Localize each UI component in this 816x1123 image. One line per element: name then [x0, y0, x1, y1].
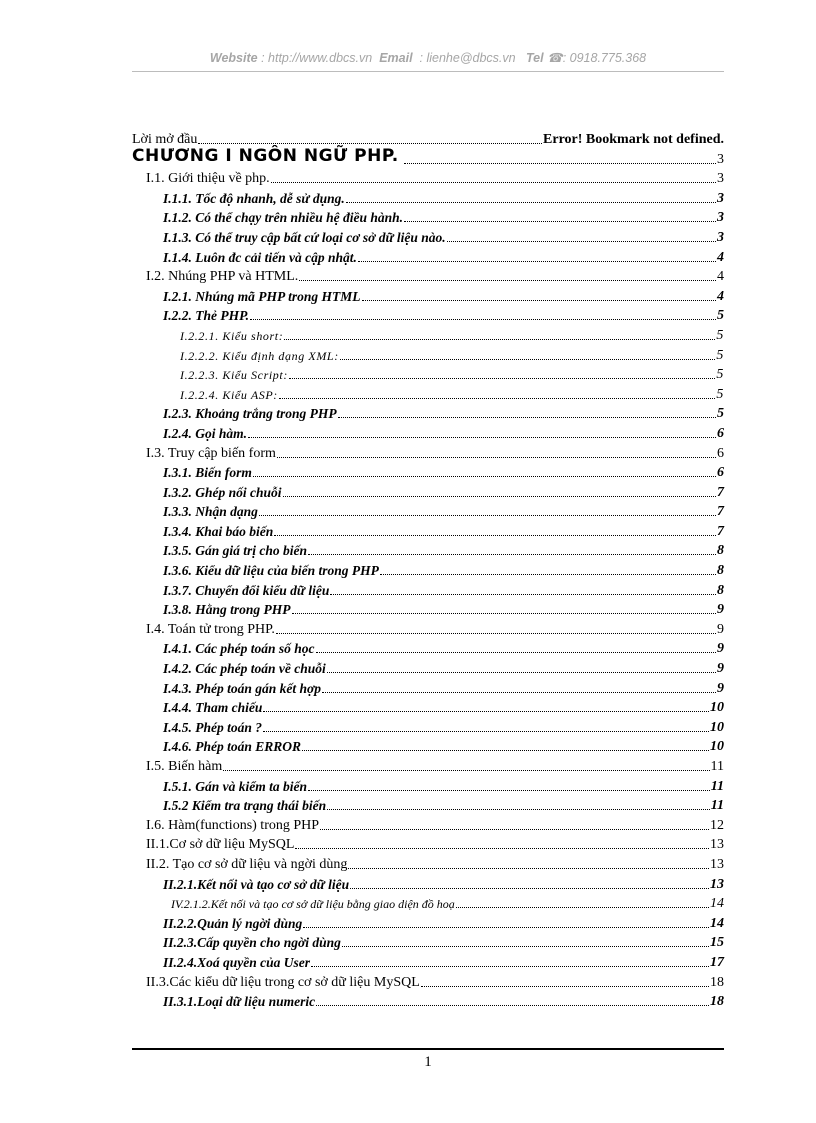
toc-page: 14 [710, 896, 724, 912]
toc-title: II.3.1.Loại dữ liệu numeric [163, 994, 316, 1010]
toc-page: 4 [717, 288, 724, 304]
website-value: : http://www.dbcs.vn [261, 51, 373, 65]
toc-title: I.3. Truy cập biến form [146, 445, 276, 461]
toc-page: 3 [717, 190, 724, 206]
toc-page: 6 [717, 445, 724, 461]
tel-label: Tel [526, 51, 544, 65]
dot-leader [295, 848, 709, 849]
toc-page: 7 [717, 523, 724, 539]
toc-row[interactable] [132, 618, 724, 638]
dot-leader [302, 750, 709, 751]
email-label: Email [379, 51, 413, 65]
toc-page: 7 [717, 504, 724, 520]
toc-row[interactable] [132, 677, 724, 697]
toc-page: 5 [717, 308, 724, 324]
dot-leader [327, 809, 710, 810]
toc-title: Lời mở đầu [132, 131, 198, 147]
toc-title: I.2.1. Nhúng mã PHP trong HTML [163, 288, 361, 304]
toc-title: I.2.2.1. Kiểu short: [180, 328, 284, 343]
toc-title: I.2. Nhúng PHP và HTML. [146, 269, 299, 285]
page-header [132, 50, 724, 65]
toc-row[interactable] [132, 364, 724, 384]
footer-divider [132, 1048, 724, 1050]
toc-page: 4 [717, 269, 724, 285]
toc-row[interactable] [132, 893, 724, 913]
dot-leader [421, 986, 709, 987]
toc-title: IV.2.1.2.Kết nối và tạo cơ sở dữ liệu bằng giao diện đồ hoạ [171, 897, 455, 912]
toc-title: I.4.4. Tham chiếu [163, 700, 263, 716]
toc-row[interactable] [132, 814, 724, 834]
toc-row[interactable] [132, 932, 724, 952]
toc-page: 18 [710, 974, 724, 990]
toc-row[interactable] [132, 501, 724, 521]
dot-leader [223, 770, 709, 771]
dot-leader [259, 515, 716, 516]
toc-title: I.1. Giới thiệu về php. [146, 171, 270, 187]
dot-leader [340, 359, 716, 360]
dot-leader [279, 398, 715, 399]
dot-leader [263, 711, 709, 712]
toc-title: I.3.5. Gán giá trị cho biến [163, 543, 308, 559]
toc-page: 9 [717, 641, 724, 657]
dot-leader [348, 868, 709, 869]
toc-row[interactable] [132, 638, 724, 658]
toc-page: 6 [717, 465, 724, 481]
toc-title: I.5. Biến hàm [146, 759, 223, 774]
toc-row[interactable] [132, 246, 724, 266]
toc-row-chapter[interactable] [132, 145, 724, 168]
toc-row[interactable] [132, 853, 724, 873]
dot-leader [198, 143, 542, 144]
dot-leader [350, 888, 709, 889]
toc-title: I.6. Hàm(functions) trong PHP [146, 817, 320, 833]
toc-row[interactable] [132, 971, 724, 991]
toc-title: I.1.3. Có thể truy cập bất cứ loại cơ sở dữ liệu nào. [163, 229, 446, 245]
toc-title: I.5.1. Gán và kiểm ta biến [163, 778, 307, 794]
toc-row[interactable] [132, 266, 724, 286]
toc-row[interactable] [132, 736, 724, 756]
toc-page: 3 [717, 171, 724, 187]
toc-page: 5 [716, 367, 724, 383]
toc-title: I.4.5. Phép toán ? [163, 719, 263, 735]
toc-row[interactable] [132, 755, 724, 775]
page-number: 1 [424, 1054, 432, 1070]
toc-title: I.5.2 Kiểm tra trạng thái biến [163, 798, 327, 814]
toc-row[interactable] [132, 873, 724, 893]
dot-leader [362, 300, 716, 301]
toc-title: II.2.4.Xoá quyền của User [163, 954, 311, 970]
dot-leader [274, 535, 716, 536]
table-of-contents [132, 128, 724, 1010]
dot-leader [303, 927, 709, 928]
toc-page: 4 [717, 249, 724, 265]
dot-leader [322, 692, 716, 693]
toc-row[interactable] [132, 422, 724, 442]
chapter-title: CHƯƠNG I NGÔN NGỮ PHP. [132, 145, 399, 166]
toc-page: 11 [710, 778, 724, 794]
toc-row[interactable] [132, 481, 724, 501]
toc-row[interactable] [132, 540, 724, 560]
toc-row[interactable] [132, 599, 724, 619]
toc-page: 13 [710, 856, 724, 872]
toc-row[interactable] [132, 383, 724, 403]
toc-page: 8 [717, 543, 724, 559]
dot-leader [338, 417, 716, 418]
toc-row[interactable] [132, 187, 724, 207]
dot-leader [327, 672, 716, 673]
toc-page: 18 [710, 994, 724, 1010]
toc-row[interactable] [132, 991, 724, 1011]
toc-page: 5 [716, 327, 724, 343]
dot-leader [320, 829, 709, 830]
toc-page: 5 [716, 347, 724, 363]
toc-page: 12 [710, 817, 724, 833]
toc-page: Error! Bookmark not defined. [543, 131, 724, 147]
email-value: : lienhe@dbcs.vn [419, 51, 516, 65]
toc-row[interactable] [132, 168, 724, 188]
toc-title: I.3.1. Biến form [163, 465, 252, 481]
toc-page: 15 [710, 935, 724, 951]
toc-title: I.3.7. Chuyển đổi kiểu dữ liệu [163, 582, 330, 598]
toc-title: I.2.2. Thẻ PHP. [163, 308, 250, 324]
dot-leader [289, 378, 715, 379]
toc-title: I.1.4. Luôn đc cải tiến và cập nhật. [163, 249, 357, 265]
toc-title: I.3.8. Hằng trong PHP [163, 602, 291, 618]
toc-row[interactable] [132, 520, 724, 540]
toc-page: 9 [717, 602, 724, 618]
dot-leader [308, 790, 710, 791]
toc-row[interactable] [132, 834, 724, 854]
toc-title: II.2.2.Quản lý ngời dùng [163, 915, 303, 931]
toc-page: 3 [717, 229, 724, 245]
toc-row[interactable] [132, 207, 724, 227]
toc-page: 8 [717, 582, 724, 598]
toc-row[interactable] [132, 344, 724, 364]
toc-row[interactable] [132, 559, 724, 579]
toc-title: II.2.3.Cấp quyền cho ngời dùng [163, 935, 341, 951]
toc-title: I.2.2.3. Kiểu Script: [180, 368, 288, 383]
dot-leader [358, 261, 716, 262]
toc-row[interactable] [132, 285, 724, 305]
toc-title: I.3.6. Kiểu dữ liệu của biến trong PHP [163, 563, 379, 579]
dot-leader [346, 202, 716, 203]
dot-leader [330, 594, 716, 595]
toc-page: 14 [710, 915, 724, 931]
toc-page: 3 [717, 210, 724, 226]
toc-title: I.3.4. Khai báo biến [163, 523, 274, 539]
toc-title: I.1.2. Có thể chạy trên nhiều hệ điều hành. [163, 210, 404, 226]
toc-title: I.2.2.2. Kiểu định dạng XML: [180, 348, 339, 363]
dot-leader [250, 319, 716, 320]
toc-page: 5 [716, 386, 724, 402]
toc-row[interactable] [132, 951, 724, 971]
dot-leader [447, 241, 716, 242]
toc-page: 8 [717, 563, 724, 579]
toc-page: 9 [717, 680, 724, 696]
toc-title: II.3.Các kiểu dữ liệu trong cơ sở dữ liệu MySQL [146, 974, 420, 990]
dot-leader [380, 574, 716, 575]
tel-value: : 0918.775.368 [562, 51, 647, 65]
dot-leader [311, 966, 709, 967]
toc-title: I.4.3. Phép toán gán kết hợp [163, 680, 322, 696]
toc-page: 5 [717, 406, 724, 422]
toc-page: 10 [710, 719, 724, 735]
dot-leader [299, 280, 716, 281]
dot-leader [283, 496, 716, 497]
toc-title: II.1.Cơ sở dữ liệu MySQL [146, 837, 295, 853]
dot-leader [308, 554, 716, 555]
toc-row[interactable] [132, 324, 724, 344]
toc-title: I.4.1. Các phép toán số học [163, 641, 315, 657]
toc-row[interactable] [132, 403, 724, 423]
toc-page: 17 [710, 954, 724, 970]
toc-page: 10 [710, 700, 724, 716]
toc-row[interactable] [132, 305, 724, 325]
dot-leader [404, 221, 716, 222]
toc-title: II.2. Tạo cơ sở dữ liệu và ngời dùng [146, 856, 348, 872]
toc-page: 10 [710, 739, 724, 755]
dot-leader [276, 633, 716, 634]
toc-title: I.2.2.4. Kiểu ASP: [180, 387, 278, 402]
toc-title: I.3.3. Nhận dạng [163, 504, 258, 520]
toc-row[interactable] [132, 716, 724, 736]
toc-title: I.3.2. Ghép nối chuỗi [163, 484, 282, 500]
dot-leader [277, 457, 716, 458]
toc-row[interactable] [132, 657, 724, 677]
toc-page: 9 [717, 621, 724, 637]
dot-leader [263, 731, 709, 732]
toc-row[interactable] [132, 795, 724, 815]
toc-row[interactable] [132, 462, 724, 482]
dot-leader [253, 476, 716, 477]
toc-row[interactable] [132, 912, 724, 932]
dot-leader [404, 163, 716, 164]
dot-leader [456, 907, 709, 908]
dot-leader [284, 339, 715, 340]
toc-page: 9 [717, 661, 724, 677]
header-divider [132, 71, 724, 72]
toc-page: 13 [710, 837, 724, 853]
toc-row[interactable] [132, 579, 724, 599]
toc-title: I.2.3. Khoảng trắng trong PHP [163, 406, 337, 422]
dot-leader [248, 437, 716, 438]
toc-page: 13 [710, 876, 724, 892]
toc-row[interactable] [132, 775, 724, 795]
toc-title: I.4.2. Các phép toán về chuỗi [163, 661, 326, 677]
toc-title: I.4.6. Phép toán ERROR [163, 739, 302, 755]
toc-page: 11 [710, 759, 724, 774]
website-label: Website [209, 51, 258, 65]
toc-row[interactable] [132, 442, 724, 462]
toc-title: I.2.4. Gọi hàm. [163, 425, 248, 441]
toc-page: 7 [717, 484, 724, 500]
toc-row[interactable] [132, 697, 724, 717]
toc-page: 11 [710, 798, 724, 814]
dot-leader [271, 182, 716, 183]
dot-leader [316, 1005, 709, 1006]
toc-title: II.2.1.Kết nối và tạo cơ sở dữ liệu [163, 876, 350, 892]
toc-title: I.4. Toán tử trong PHP. [146, 621, 275, 637]
phone-icon: ☎ [547, 51, 563, 65]
toc-page: 6 [717, 425, 724, 441]
toc-row[interactable] [132, 226, 724, 246]
dot-leader [292, 613, 716, 614]
dot-leader [342, 946, 709, 947]
toc-title: I.1.1. Tốc độ nhanh, dễ sử dụng. [163, 190, 345, 206]
dot-leader [316, 652, 716, 653]
toc-page: 3 [717, 151, 724, 167]
